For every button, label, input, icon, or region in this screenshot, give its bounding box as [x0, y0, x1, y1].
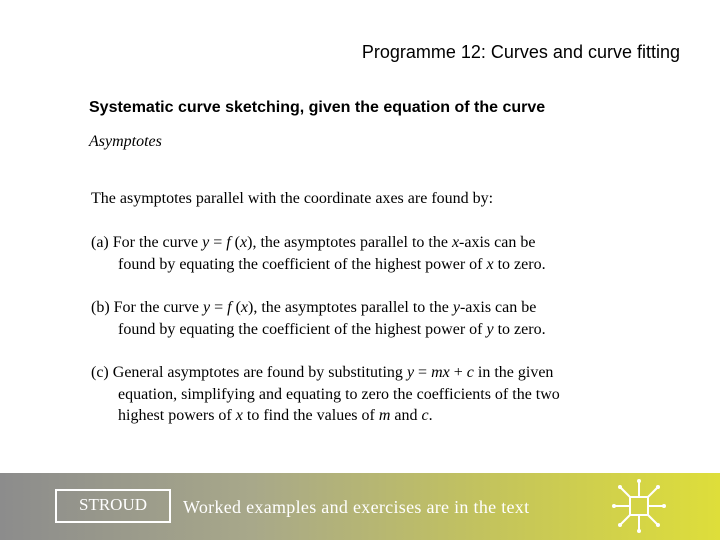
star-network-icon — [612, 479, 666, 533]
item-c-line3: highest powers of x to find the values of m and c. — [118, 407, 433, 424]
item-b-line1: (b) For the curve y = f (x), the asymptotes parallel to the y-axis can be — [91, 299, 537, 316]
item-c-line1: (c) General asymptotes are found by substituting y = mx + c in the given — [91, 364, 554, 381]
intro-text: The asymptotes parallel with the coordinate axes are found by: — [91, 190, 494, 207]
section-title: Asymptotes — [89, 133, 162, 150]
item-c — [91, 362, 651, 427]
item-b — [91, 297, 651, 340]
item-c-line2: equation, simplifying and equating to zero the coefficients of the two — [118, 385, 560, 403]
programme-title: Programme 12: Curves and curve fitting — [361, 42, 680, 62]
footer-bar — [0, 473, 720, 540]
item-a-line2: found by equating the coefficient of the highest power of x to zero. — [118, 255, 546, 273]
slide-subtitle: Systematic curve sketching, given the equation of the curve — [89, 99, 546, 116]
item-b-line2: found by equating the coefficient of the highest power of y to zero. — [118, 320, 546, 338]
item-a-line1: (a) For the curve y = f (x), the asymptotes parallel to the x-axis can be — [91, 234, 536, 251]
footer-text: Worked examples and exercises are in the text — [183, 497, 530, 517]
item-a — [91, 232, 651, 275]
stroud-logo: STROUD — [55, 489, 171, 523]
